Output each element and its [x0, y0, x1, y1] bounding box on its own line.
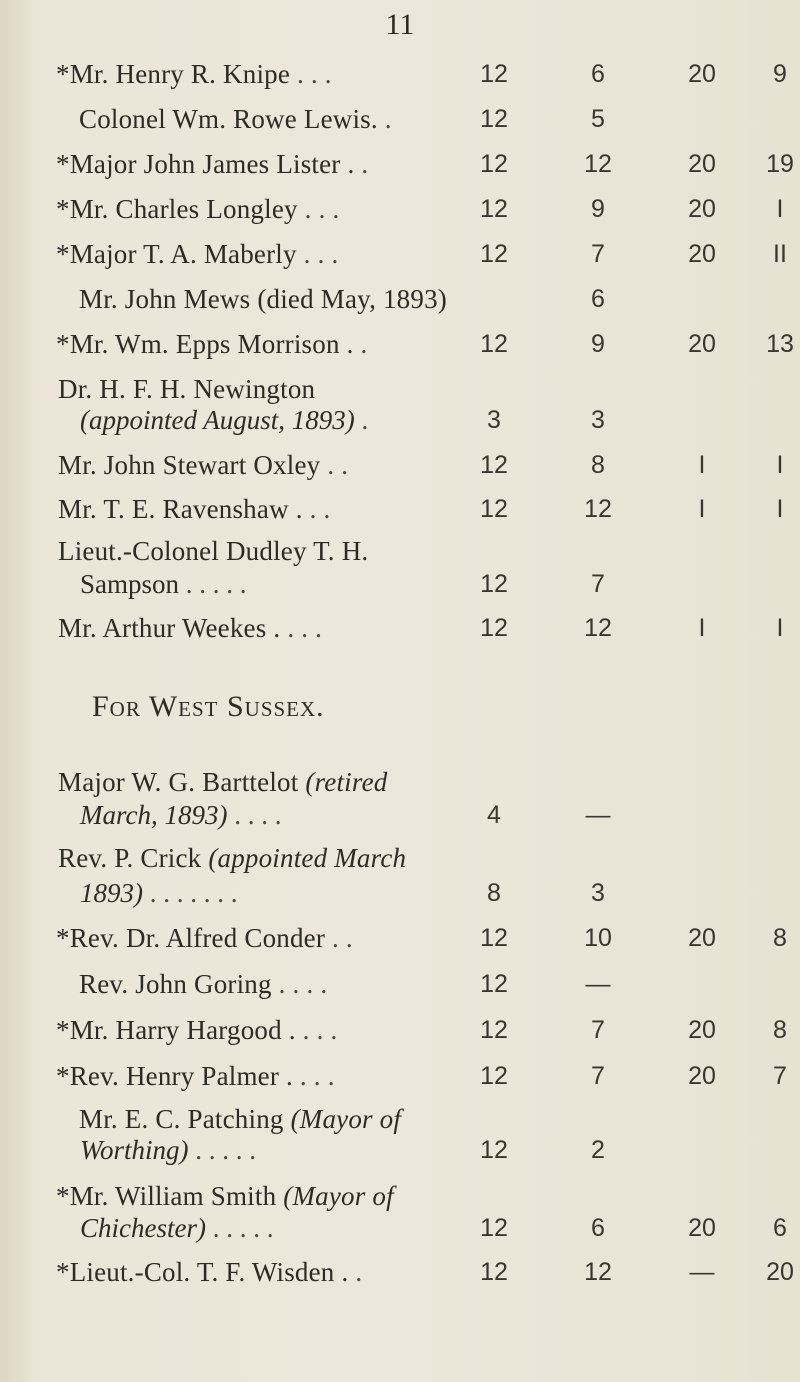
member-name: Rev. John Goring . . . .	[79, 969, 328, 999]
member-name: Major W. G. Barttelot (retired	[58, 767, 388, 797]
member-name: Mr. T. E. Ravenshaw . . .	[58, 494, 331, 524]
value-col-4: 7	[773, 1062, 787, 1090]
value-col-2: —	[585, 970, 611, 998]
value-col-3: —	[689, 1258, 715, 1286]
value-col-2: 6	[591, 285, 605, 313]
list-item-continuation	[0, 1208, 800, 1248]
value-col-4: 19	[766, 150, 794, 178]
member-name: *Major T. A. Maberly . . .	[56, 239, 339, 269]
value-col-3: 20	[688, 1214, 716, 1242]
list-item-continuation	[0, 400, 800, 440]
value-col-4: 9	[773, 60, 787, 88]
value-col-3: 20	[688, 150, 716, 178]
list-item	[0, 445, 800, 485]
value-col-1: 12	[480, 924, 508, 952]
member-note: March, 1893) . . . .	[80, 800, 282, 830]
value-col-4: I	[776, 451, 784, 479]
member-note: Worthing) . . . . .	[80, 1135, 257, 1165]
value-col-2: 5	[591, 105, 605, 133]
list-item	[0, 489, 800, 529]
list-item	[0, 608, 800, 648]
value-col-1: 12	[480, 60, 508, 88]
value-col-1: 12	[480, 1016, 508, 1044]
list-item	[0, 189, 800, 229]
value-col-1: 12	[480, 1136, 508, 1164]
value-col-2: 7	[591, 570, 605, 598]
member-name: *Major John James Lister . .	[56, 149, 369, 179]
value-col-2: 9	[591, 330, 605, 358]
member-note: Chichester) . . . . .	[80, 1213, 274, 1243]
value-col-2: —	[585, 801, 611, 829]
value-col-4: I	[776, 495, 784, 523]
value-col-1: 12	[480, 1258, 508, 1286]
value-col-2: 12	[584, 1258, 612, 1286]
member-note: Sampson . . . . .	[80, 569, 247, 599]
value-col-1: 12	[480, 150, 508, 178]
value-col-3: 20	[688, 60, 716, 88]
value-col-1: 12	[480, 105, 508, 133]
list-item-continuation	[0, 873, 800, 913]
value-col-2: 10	[584, 924, 612, 952]
value-col-4: I	[776, 195, 784, 223]
value-col-1: 12	[480, 195, 508, 223]
member-name: *Mr. William Smith (Mayor of	[56, 1181, 394, 1211]
value-col-4: 13	[766, 330, 794, 358]
member-name: Mr. John Stewart Oxley . .	[58, 450, 349, 480]
list-item	[0, 234, 800, 274]
value-col-1: 3	[487, 406, 501, 434]
value-col-2: 3	[591, 406, 605, 434]
list-item	[0, 324, 800, 364]
value-col-4: 6	[773, 1214, 787, 1242]
value-col-1: 12	[480, 614, 508, 642]
value-col-4: 8	[773, 1016, 787, 1044]
value-col-3: I	[698, 614, 706, 642]
value-col-1: 4	[487, 801, 501, 829]
value-col-1: 8	[487, 879, 501, 907]
value-col-2: 7	[591, 1062, 605, 1090]
value-col-3: 20	[688, 195, 716, 223]
value-col-2: 12	[584, 495, 612, 523]
member-name: *Mr. Wm. Epps Morrison . .	[56, 329, 368, 359]
page-number: 11	[385, 8, 415, 41]
value-col-4: 20	[766, 1258, 794, 1286]
member-name: *Mr. Henry R. Knipe . . .	[56, 59, 332, 89]
list-item	[0, 838, 800, 878]
member-name: *Rev. Dr. Alfred Conder . .	[56, 923, 353, 953]
value-col-3: 20	[688, 1062, 716, 1090]
member-note: (appointed August, 1893) .	[80, 405, 369, 435]
value-col-2: 6	[591, 60, 605, 88]
value-col-1: 12	[480, 1214, 508, 1242]
value-col-3: 20	[688, 330, 716, 358]
member-name: *Rev. Henry Palmer . . . .	[56, 1061, 335, 1091]
value-col-4: I	[776, 614, 784, 642]
member-name: Mr. John Mews (died May, 1893)	[79, 284, 447, 314]
list-item	[0, 918, 800, 958]
value-col-2: 9	[591, 195, 605, 223]
value-col-2: 8	[591, 451, 605, 479]
value-col-1: 12	[480, 570, 508, 598]
member-name: *Mr. Charles Longley . . .	[56, 194, 340, 224]
value-col-2: 3	[591, 879, 605, 907]
list-item-continuation	[0, 1130, 800, 1170]
value-col-2: 12	[584, 614, 612, 642]
value-col-2: 12	[584, 150, 612, 178]
list-item	[0, 279, 800, 319]
value-col-3: 20	[688, 924, 716, 952]
value-col-1: 12	[480, 330, 508, 358]
value-col-3: 20	[688, 1016, 716, 1044]
value-col-4: 8	[773, 924, 787, 952]
value-col-3: 20	[688, 240, 716, 268]
member-name: *Mr. Harry Hargood . . . .	[56, 1015, 338, 1045]
value-col-2: 2	[591, 1136, 605, 1164]
list-item	[0, 54, 800, 94]
value-col-1: 12	[480, 1062, 508, 1090]
member-name: Lieut.-Colonel Dudley T. H.	[58, 536, 369, 566]
list-item	[0, 144, 800, 184]
member-name: *Lieut.-Col. T. F. Wisden . .	[56, 1257, 363, 1287]
value-col-2: 7	[591, 1016, 605, 1044]
member-name: Colonel Wm. Rowe Lewis. .	[79, 104, 392, 134]
member-name: Mr. E. C. Patching (Mayor of	[79, 1104, 402, 1134]
member-note: 1893) . . . . . . .	[80, 878, 238, 908]
list-item	[0, 1252, 800, 1292]
section-heading: For West Sussex.	[92, 690, 325, 723]
value-col-3: I	[698, 495, 706, 523]
member-name: Dr. H. F. H. Newington	[58, 374, 316, 404]
value-col-1: 12	[480, 970, 508, 998]
list-item	[0, 1010, 800, 1050]
list-item	[0, 1056, 800, 1096]
value-col-3: I	[698, 451, 706, 479]
value-col-4: II	[773, 240, 787, 268]
list-item	[0, 964, 800, 1004]
list-item	[0, 99, 800, 139]
list-item-continuation	[0, 795, 800, 835]
value-col-1: 12	[480, 451, 508, 479]
member-name: Rev. P. Crick (appointed March	[58, 843, 407, 873]
list-item-continuation	[0, 564, 800, 604]
value-col-1: 12	[480, 240, 508, 268]
member-name: Mr. Arthur Weekes . . . .	[58, 613, 323, 643]
value-col-2: 6	[591, 1214, 605, 1242]
value-col-1: 12	[480, 495, 508, 523]
value-col-2: 7	[591, 240, 605, 268]
